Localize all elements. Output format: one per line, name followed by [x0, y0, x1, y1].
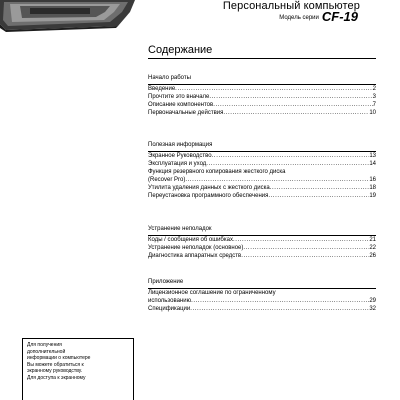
- toc-entry-page: 10: [369, 110, 376, 116]
- toc-entry-page: 16: [369, 177, 376, 183]
- toc-section-title: Приложение: [148, 279, 184, 285]
- toc-entry-text: Переустановка программного обеспечения: [148, 193, 269, 199]
- model-number: CF-19: [321, 9, 358, 24]
- toc-section-title: Устранение неполадок: [148, 226, 212, 232]
- contents-heading: Содержание: [148, 44, 213, 56]
- toc-entry[interactable]: [148, 93, 376, 101]
- toc-section-troubleshooting: [148, 225, 376, 260]
- toc-entry-text: Спецификации: [148, 306, 191, 312]
- notice-box: Для получения дополнительной информации о компьютере Вы можете обратиться к экранному руководству. Для доступа к экранному: [22, 338, 134, 400]
- toc-entry[interactable]: [148, 244, 376, 252]
- toc-entry-page: 3: [372, 94, 376, 100]
- toc-entry-text: использованию: [148, 298, 192, 304]
- toc-entry-page: 7: [372, 102, 376, 108]
- toc-entry[interactable]: [148, 101, 376, 109]
- toc-entry[interactable]: [148, 305, 376, 313]
- toc-entry[interactable]: [148, 297, 376, 305]
- toc-section-getting-started: [148, 74, 376, 117]
- toc-entry-text: Диагностика аппаратных средств: [148, 253, 242, 259]
- toc-entry[interactable]: [148, 152, 376, 160]
- toc-entry-text: Устранение неполадок (основное): [148, 245, 244, 251]
- toc-entry-page: 13: [369, 153, 376, 159]
- laptop-illustration: [0, 0, 135, 32]
- toc-entry[interactable]: [148, 236, 376, 244]
- toc-entry-text[interactable]: Функция резервного копирования жесткого диска: [148, 169, 286, 175]
- toc-entry-text[interactable]: Лицензионное соглашение по ограниченному: [148, 290, 276, 296]
- toc-section-title: Полезная информация: [148, 142, 213, 148]
- model-label: Модель серии: [279, 15, 319, 21]
- toc-entry[interactable]: [148, 184, 376, 192]
- toc-entry[interactable]: [148, 109, 376, 117]
- toc-entry[interactable]: [148, 176, 376, 184]
- toc-section-appendix: [148, 278, 376, 313]
- toc-section-useful-info: [148, 141, 376, 200]
- toc-entry[interactable]: [148, 192, 376, 200]
- toc-entry[interactable]: [148, 160, 376, 168]
- toc-entry-text: (Recover Pro): [148, 177, 186, 183]
- model-line: [279, 10, 358, 25]
- toc-entry-text: Коды / сообщения об ошибках: [148, 237, 233, 243]
- toc-section-title: Начало работы: [148, 75, 191, 81]
- toc-entry-text: Эксплуатация и уход: [148, 161, 207, 167]
- toc-entry[interactable]: [148, 85, 376, 93]
- toc-entry-page: 29: [369, 298, 376, 304]
- toc-entry-page: 22: [369, 245, 376, 251]
- toc-entry-page: 19: [369, 193, 376, 199]
- toc-entry-page: 2: [372, 86, 376, 92]
- contents-divider: [148, 58, 376, 59]
- toc-entry-text: Утилита удаления данных с жесткого диска: [148, 185, 270, 191]
- toc-entry-text: Описание компонентов: [148, 102, 214, 108]
- toc-entry-page: 32: [369, 306, 376, 312]
- toc-entry-page: 21: [369, 237, 376, 243]
- toc-entry-page: 26: [369, 253, 376, 259]
- toc-entry-page: 14: [369, 161, 376, 167]
- product-title: Персональный компьютер: [222, 0, 360, 12]
- toc-entry-text: Первоначальные действия: [148, 110, 224, 116]
- toc-entry-text: Экранное Руководство: [148, 153, 212, 159]
- toc-entry-page: 18: [369, 185, 376, 191]
- toc-entry-text: Прочтите это вначале: [148, 94, 210, 100]
- toc-entry-text: Введение: [148, 86, 176, 92]
- toc-entry[interactable]: [148, 252, 376, 260]
